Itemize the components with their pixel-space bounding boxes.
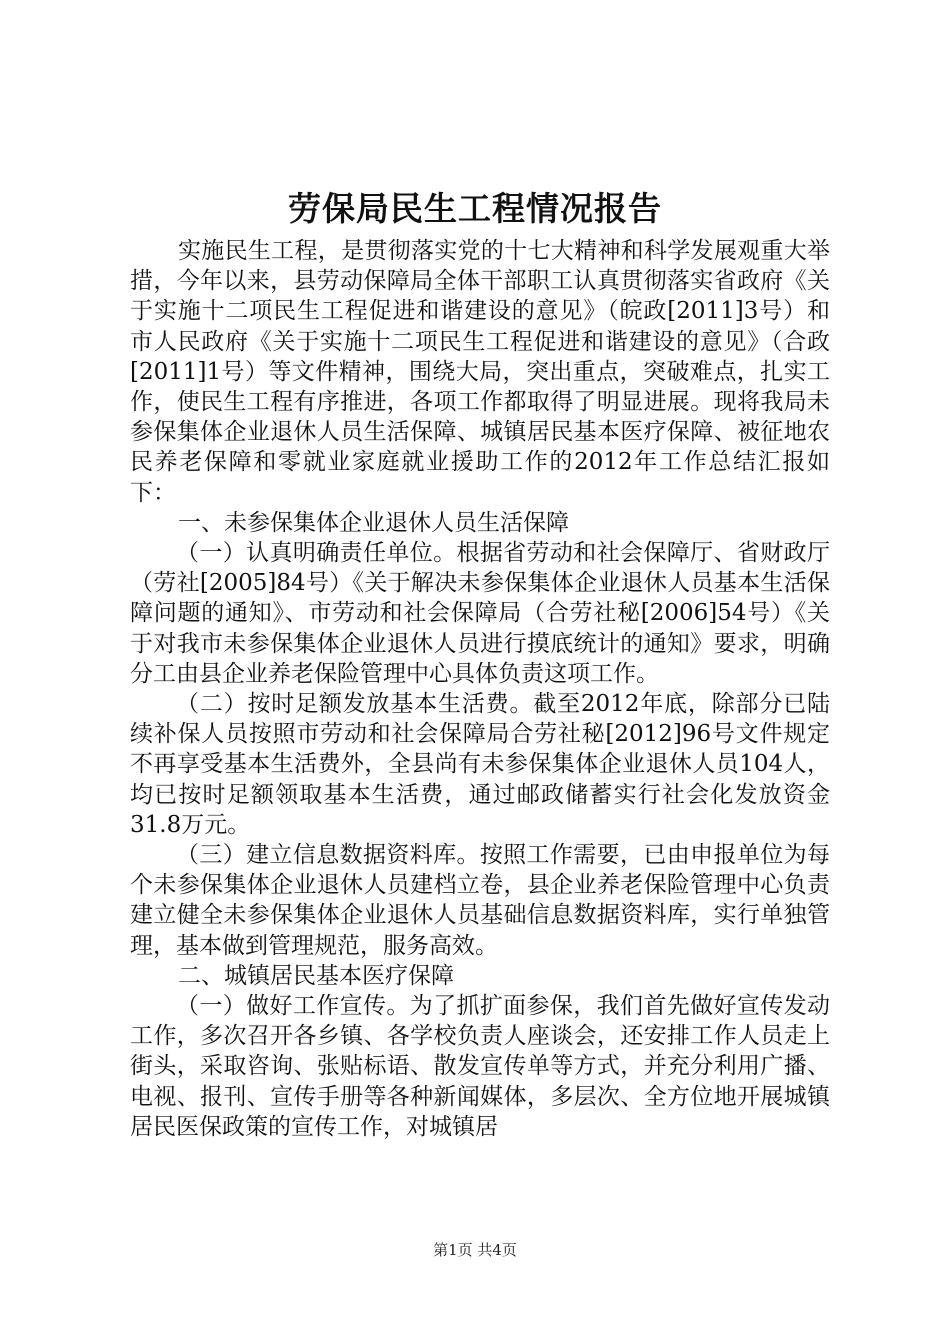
section-heading-1: 一、未参保集体企业退休人员生活保障	[178, 509, 569, 536]
page-footer: 第1页 共4页	[433, 1241, 517, 1259]
section-1-item-3: （三）建立信息数据资料库。按照工作需要，已由申报单位为每个未参保集体企业退休人员建档立卷，县企业养老保险管理中心负责建立健全未参保集体企业退休人员基础信息数据资料库，实行单独管理，基本做到管理规范，服务高效。	[130, 842, 830, 959]
section-2-item-1: （一）做好工作宣传。为了抓扩面参保，我们首先做好宣传发动工作，多次召开各乡镇、各学校负责人座谈会，还安排工作人员走上街头，采取咨询、张贴标语、散发宣传单等方式，并充分利用广播、电视、报刊、宣传手册等各种新闻媒体，多层次、全方位地开展城镇居民医保政策的宣传工作，对城镇居	[130, 993, 830, 1140]
section-heading-2: 二、城镇居民基本医疗保障	[178, 962, 454, 989]
document-title: 劳保局民生工程情况报告	[288, 189, 662, 228]
intro-paragraph: 实施民生工程，是贯彻落实党的十七大精神和科学发展观重大举措，今年以来，县劳动保障局全体干部职工认真贯彻落实省政府《关于实施十二项民生工程促进和谐建设的意见》（皖政[2011]3号）和市人民政府《关于实施十二项民生工程促进和谐建设的意见》（合政[2011]1号）等文件精神，围绕大局，突出重点，突破难点，扎实工作，使民生工程有序推进，各项工作都取得了明显进展。现将我局未参保集体企业退休人员生活保障、城镇居民基本医疗保障、被征地农民养老保障和零就业家庭就业援助工作的2012年工作总结汇报如下：	[130, 238, 830, 506]
document-body	[130, 236, 830, 1142]
section-1-item-1: （一）认真明确责任单位。根据省劳动和社会保障厅、省财政厅（劳社[2005]84号）《关于解决未参保集体企业退休人员基本生活保障问题的通知》、市劳动和社会保障局（合劳社秘[2006]54号）《关于对我市未参保集体企业退休人员进行摸底统计的通知》要求，明确分工由县企业养老保险管理中心具体负责这项工作。	[130, 540, 830, 687]
section-1-item-2: （二）按时足额发放基本生活费。截至2012年底，除部分已陆续补保人员按照市劳动和社会保障局合劳社秘[2012]96号文件规定不再享受基本生活费外，全县尚有未参保集体企业退休人员104人，均已按时足额领取基本生活费，通过邮政储蓄实行社会化发放资金31.8万元。	[130, 691, 830, 838]
